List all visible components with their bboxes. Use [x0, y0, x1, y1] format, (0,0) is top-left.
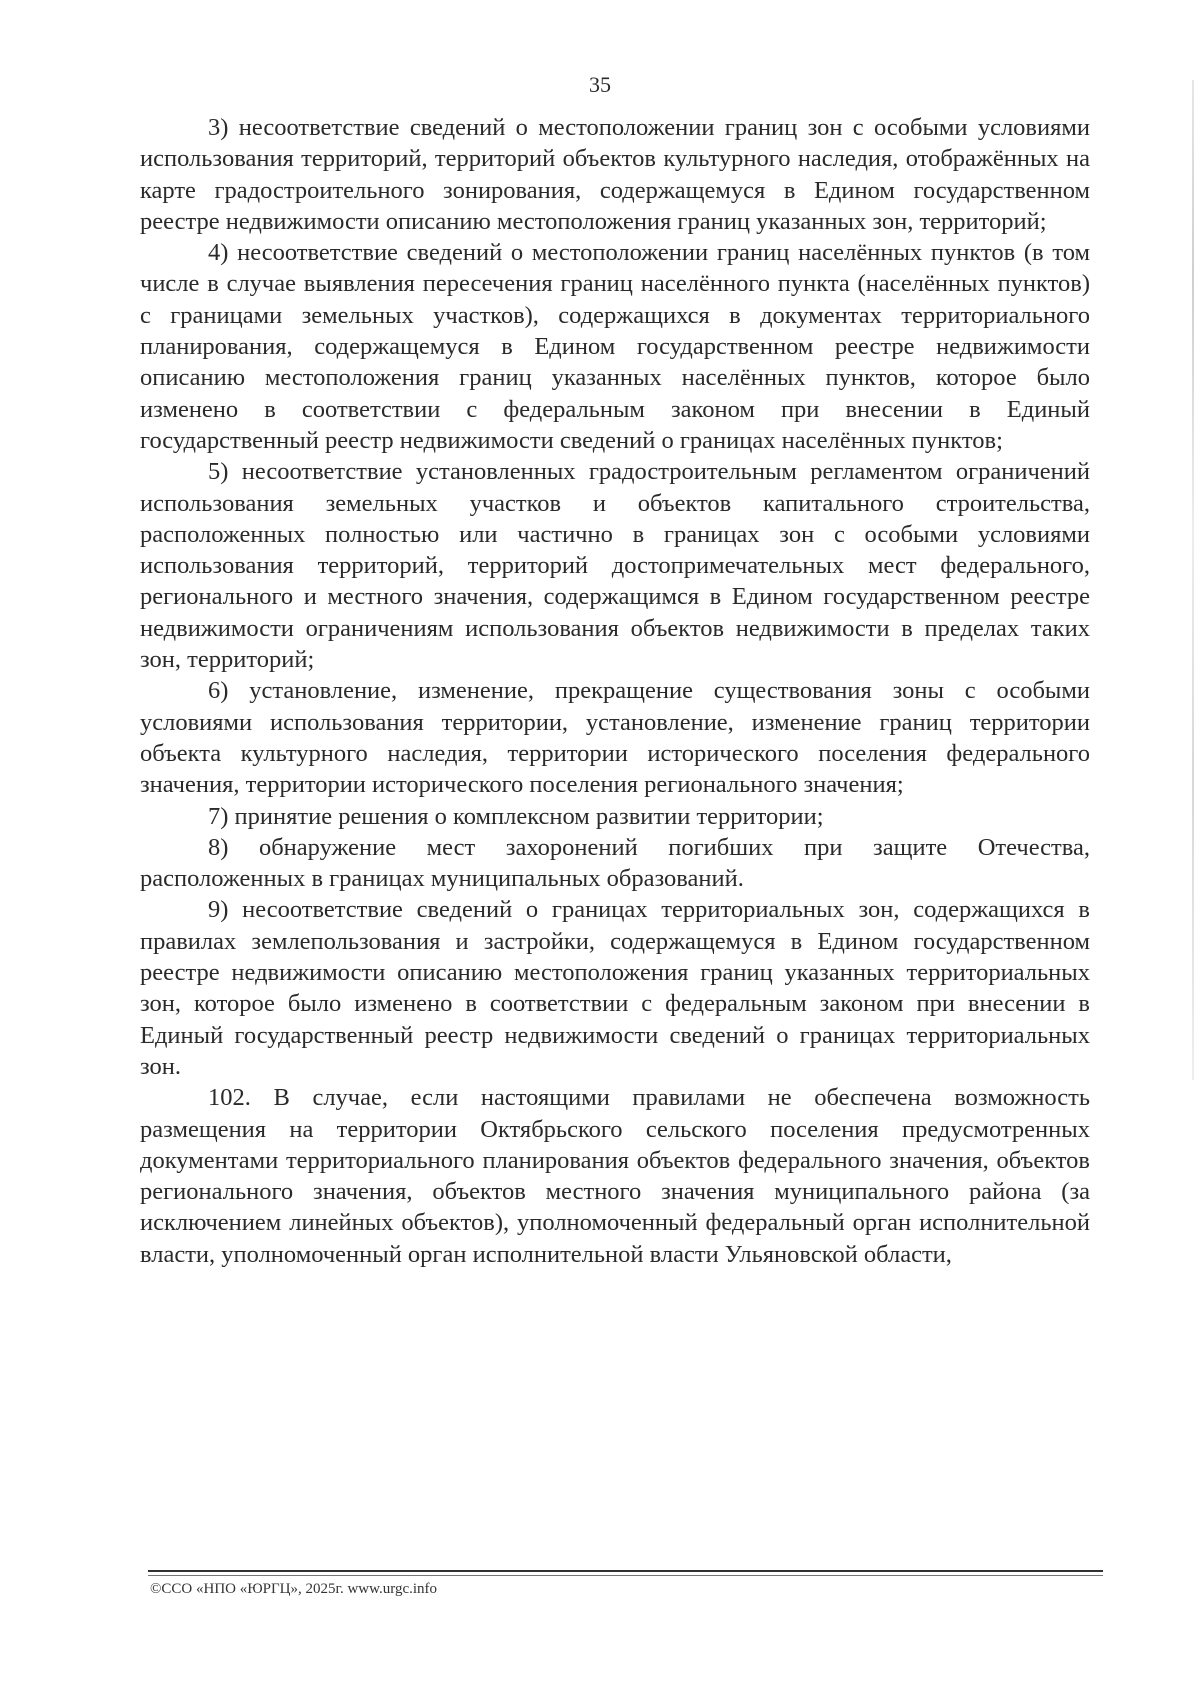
- footer-divider-thin: [148, 1575, 1103, 1576]
- paragraph-item-6: 6) установление, изменение, прекращение существования зоны с особыми условиями использования территории, установление, изменение границ территории объекта культурного наследия, территории исторического поселения федерального значения, территории исторического поселения регионального значения;: [140, 677, 1090, 799]
- paragraph-item-7: 7) принятие решения о комплексном развитии территории;: [208, 802, 824, 830]
- scan-edge-shadow: [1192, 80, 1194, 1080]
- paragraph-clause-102: 102. В случае, если настоящими правилами не обеспечена возможность размещения на территории Октябрьского сельского поселения предусмотренных документами территориального планирования объектов федерального значения, объектов регионального значения, объектов местного значения муниципального района (за исключением линейных объектов), уполномоченный федеральный орган исполнительной власти, уполномоченный орган исполнительной власти Ульяновской области,: [140, 1084, 1090, 1268]
- paragraph-item-9: 9) несоответствие сведений о границах территориальных зон, содержащихся в правилах землепользования и застройки, содержащемуся в Едином государственном реестре недвижимости описанию местоположения границ указанных территориальных зон, которое было изменено в соответствии с федеральным законом при внесении в Единый государственный реестр недвижимости сведений о границах территориальных зон.: [140, 896, 1090, 1080]
- paragraph-item-5: 5) несоответствие установленных градостроительным регламентом ограничений использования земельных участков и объектов капитального строительства, расположенных полностью или частично в границах зон с особыми условиями использования территорий, территорий достопримечательных мест федерального, регионального и местного значения, содержащимся в Едином государственном реестре недвижимости ограничениям использования объектов недвижимости в пределах таких зон, территорий;: [140, 458, 1090, 674]
- footer-copyright: ©ССО «НПО «ЮРГЦ», 2025г. www.urgc.info: [150, 1581, 438, 1597]
- document-body: [140, 112, 1090, 1270]
- paragraph-item-8: 8) обнаружение мест захоронений погибших при защите Отечества, расположенных в границах муниципальных образований.: [140, 833, 1090, 893]
- page-number: 35: [589, 72, 611, 97]
- footer-divider: [148, 1570, 1103, 1572]
- paragraph-item-4: 4) несоответствие сведений о местоположении границ населённых пунктов (в том числе в случае выявления пересечения границ населённого пункта (населённых пунктов) с границами земельных участков), содержащихся в документах территориального планирования, содержащемуся в Едином государственном реестре недвижимости описанию местоположения границ указанных населённых пунктов, которое было изменено в соответствии с федеральным законом при внесении в Единый государственный реестр недвижимости сведений о границах населённых пунктов;: [140, 239, 1090, 454]
- paragraph-item-3: 3) несоответствие сведений о местоположении границ зон с особыми условиями использования территорий, территорий объектов культурного наследия, отображённых на карте градостроительного зонирования, содержащемуся в Едином государственном реестре недвижимости описанию местоположения границ указанных зон, территорий;: [140, 114, 1090, 235]
